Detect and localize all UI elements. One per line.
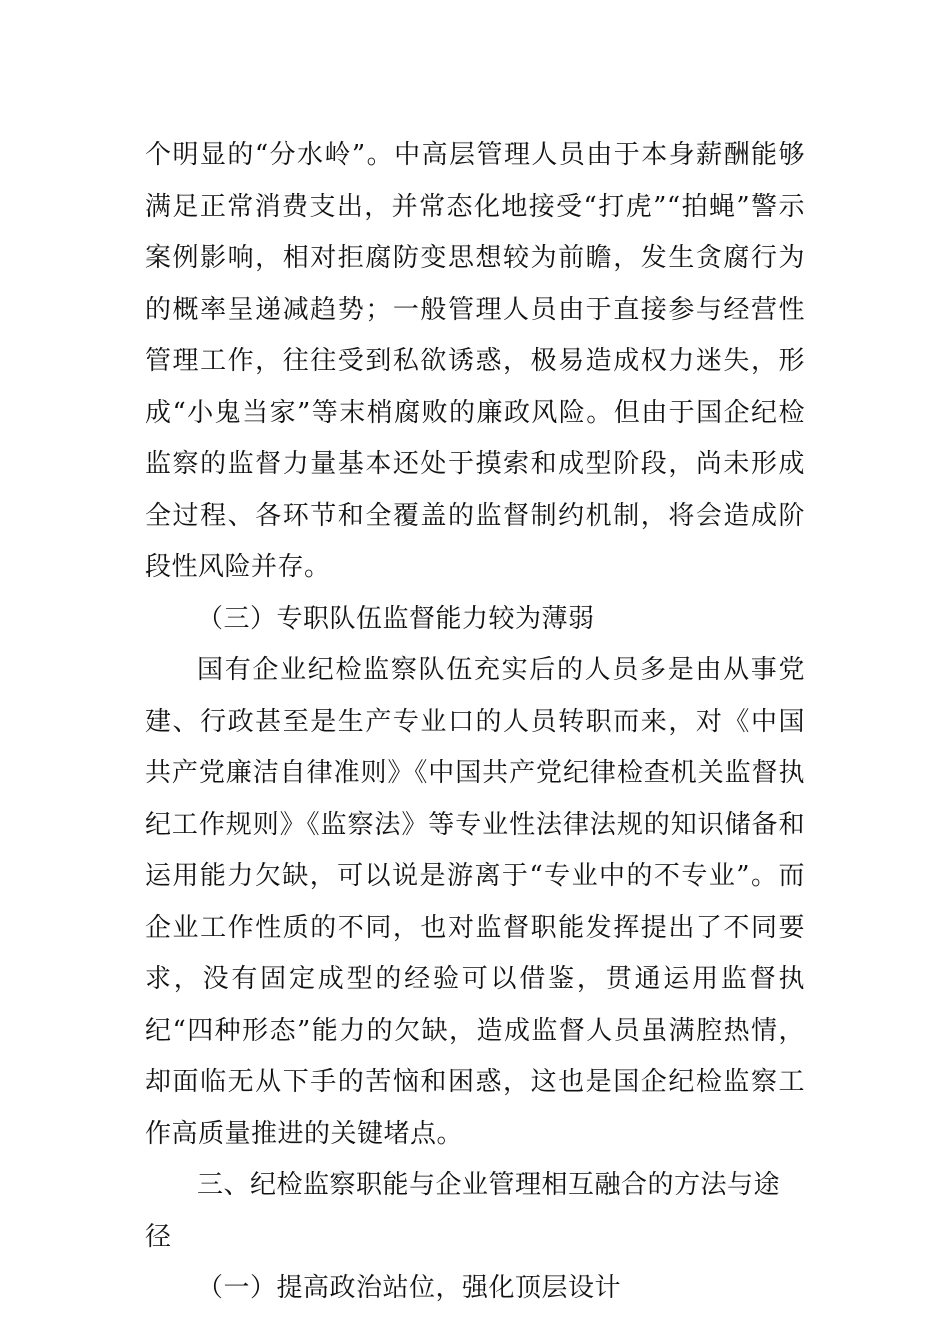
chapter-heading-3: 三、纪检监察职能与企业管理相互融合的方法与途径	[145, 1170, 781, 1252]
document-body	[145, 130, 805, 1315]
section-heading-3: （三）专职队伍监督能力较为薄弱	[197, 603, 595, 634]
paragraph-team-capability: 国有企业纪检监察队伍充实后的人员多是由从事党建、行政甚至是生产专业口的人员转职而来，对《中国共产党廉洁自律准则》《中国共产党纪律检查机关监督执纪工作规则》《监察法》等专业性法律法规的知识储备和运用能力欠缺，可以说是游离于“专业中的不专业”。而企业工作性质的不同，也对监督职能发挥提出了不同要求，没有固定成型的经验可以借鉴，贯通运用监督执纪“四种形态”能力的欠缺，造成监督人员虽满腔热情，却面临无从下手的苦恼和困惑，这也是国企纪检监察工作高质量推进的关键堵点。	[145, 655, 805, 1149]
paragraph-continued: 个明显的“分水岭”。中高层管理人员由于本身薪酬能够满足正常消费支出，并常态化地接受“打虎”“拍蝇”警示案例影响，相对拒腐防变思想较为前瞻，发生贪腐行为的概率呈递减趋势；一般管理人员由于直接参与经营性管理工作，往往受到私欲诱惑，极易造成权力迷失，形成“小鬼当家”等末梢腐败的廉政风险。但由于国企纪检监察的监督力量基本还处于摸索和成型阶段，尚未形成全过程、各环节和全覆盖的监督制约机制，将会造成阶段性风险并存。	[145, 140, 805, 582]
section-heading-1: （一）提高政治站位，强化顶层设计	[197, 1273, 622, 1303]
